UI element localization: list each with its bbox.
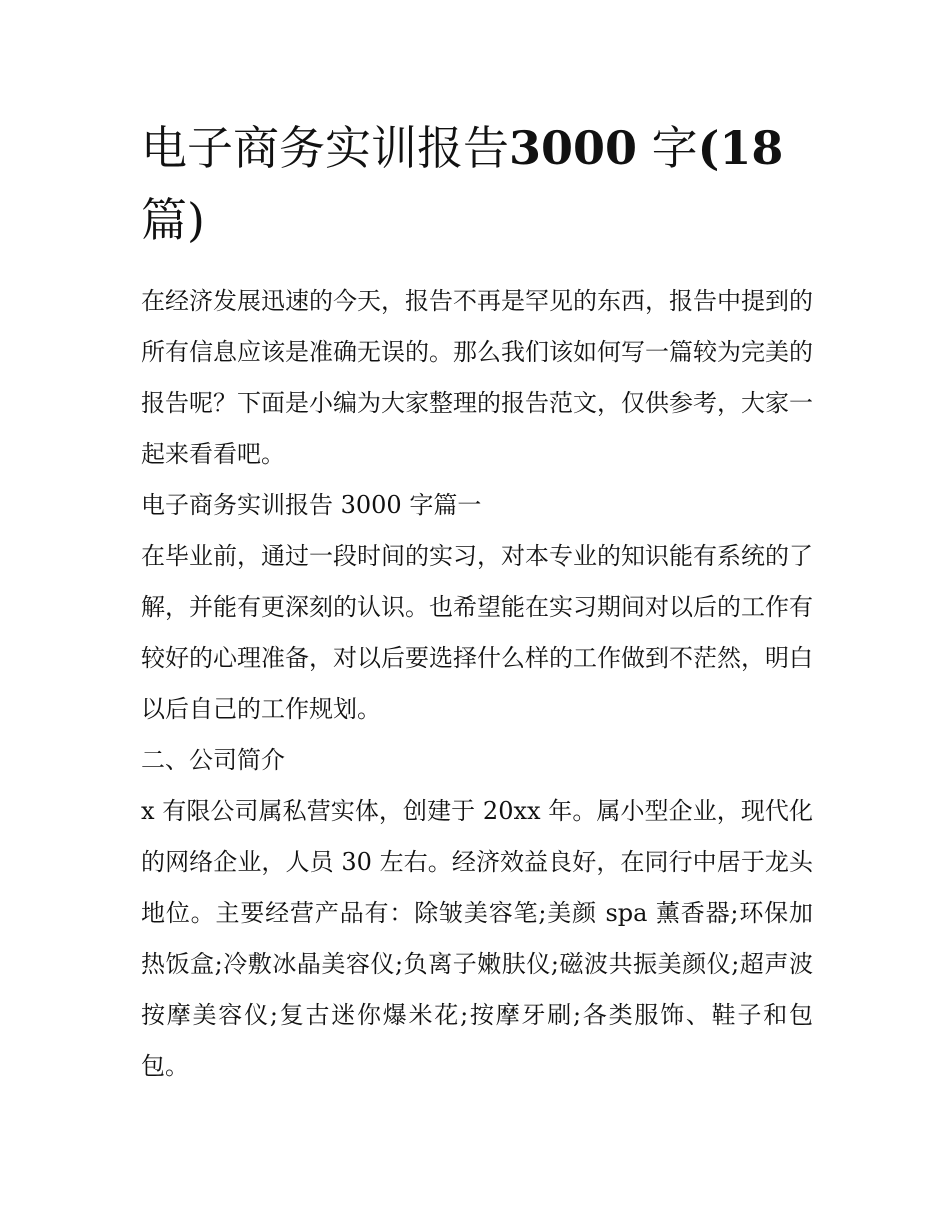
title-text-cn: 电子商务实训报告	[141, 121, 509, 175]
document-title	[141, 112, 821, 256]
purpose-paragraph: 在毕业前，通过一段时间的实习，对本专业的知识能有系统的了解，并能有更深刻的认识。也希望能在实习期间对以后的工作有较好的心理准备，对以后要选择什么样的工作做到不茫然，明白以后自己的工作规划。	[141, 542, 813, 723]
section-heading-1: 电子商务实训报告 3000 字篇一	[141, 491, 482, 519]
title-suffix: 篇)	[141, 193, 205, 247]
intro-paragraph: 在经济发展迅速的今天，报告不再是罕见的东西，报告中提到的所有信息应该是准确无误的。那么我们该如何写一篇较为完美的报告呢？下面是小编为大家整理的报告范文，仅供参考，大家一起来看看吧。	[141, 287, 813, 468]
title-count: (18	[697, 121, 784, 175]
title-char: 字	[651, 121, 698, 175]
section-heading-2: 二、公司简介	[141, 746, 285, 774]
company-paragraph: x 有限公司属私营实体，创建于 20xx 年。属小型企业，现代化的网络企业，人员 30 左右。经济效益良好，在同行中居于龙头地位。主要经营产品有：除皱美容笔;美颜 spa 薰香器;环保加热饭盒;冷敷冰晶美容仪;负离子嫩肤仪;磁波共振美颜仪;超声波按摩美容仪;复古迷你爆米花;按摩牙刷;各类服饰、鞋子和包包。	[141, 797, 813, 1080]
document-body	[141, 276, 813, 1092]
title-number: 3000	[509, 121, 638, 175]
